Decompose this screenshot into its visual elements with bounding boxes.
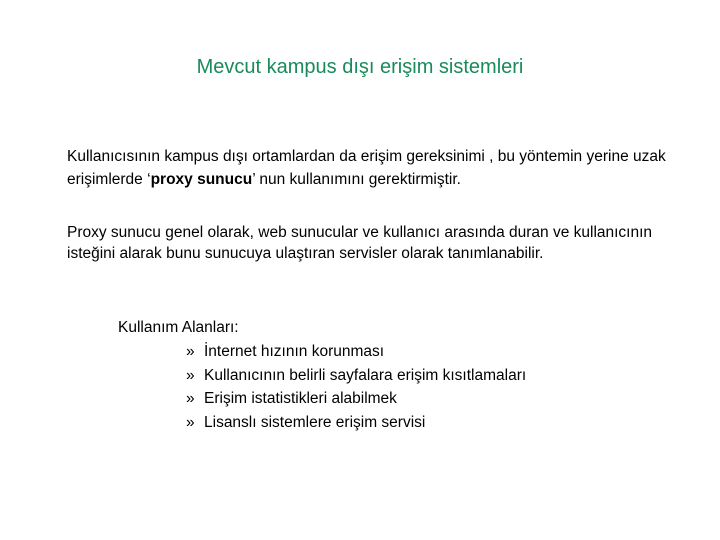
list-item-label: Erişim istatistikleri alabilmek	[204, 390, 397, 407]
paragraph-remote-access	[67, 145, 687, 191]
bullet-icon: »	[186, 366, 195, 384]
list-item-label: Lisanslı sistemlere erişim servisi	[204, 413, 426, 431]
slide-title: Mevcut kampus dışı erişim sistemleri	[196, 56, 524, 78]
bullet-icon: »	[186, 413, 195, 431]
bullet-icon: »	[186, 390, 195, 407]
paragraph-proxy-definition: Proxy sunucu genel olarak, web sunucular ve kullanıcı arasında duran ve kullanıcının isteğini alarak bunu sunucuya ulaştıran servisler olarak tanımlanabilir.	[67, 224, 653, 262]
usage-section	[118, 316, 526, 434]
usage-list	[186, 340, 526, 434]
paragraph-remote-access-text-start: Kullanıcısının kampus dışı ortamlardan da erişim gereksinimi , bu yöntemin yerine uzak erişimlerde ‘	[67, 148, 666, 188]
usage-heading: Kullanım Alanları:	[118, 319, 239, 336]
list-item	[186, 411, 526, 435]
bullet-icon: »	[186, 343, 195, 360]
paragraph-remote-access-text-end: ’ nun kullanımını gerektirmiştir.	[252, 171, 461, 188]
list-item	[186, 364, 526, 388]
list-item	[186, 340, 526, 364]
proxy-sunucu-emphasis: proxy sunucu	[150, 171, 253, 188]
list-item-label: Kullanıcının belirli sayfalara erişim kısıtlamaları	[204, 366, 527, 384]
list-item-label: İnternet hızının korunması	[204, 343, 385, 360]
list-item	[186, 387, 526, 411]
